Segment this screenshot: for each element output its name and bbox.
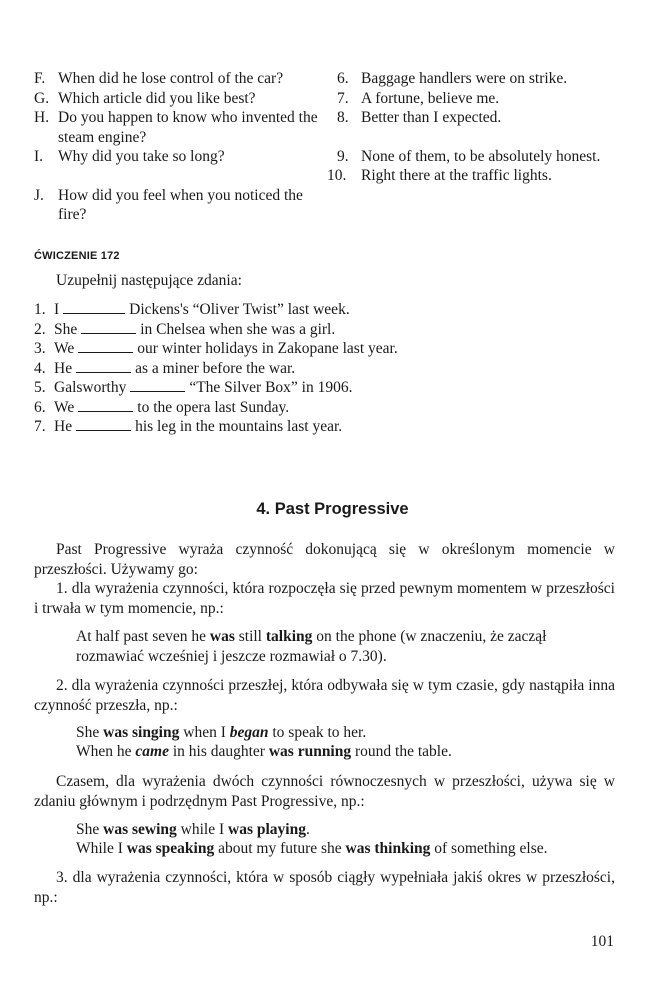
sentence-row: [34, 398, 594, 418]
example-text: When he: [76, 743, 136, 760]
example-text: She: [76, 724, 104, 741]
answer-blank[interactable]: [76, 417, 131, 431]
example-text: in his daughter: [168, 743, 269, 760]
example-text: to speak to her.: [268, 724, 367, 741]
sentence-number: 5.: [34, 379, 46, 396]
sentence-number: 1.: [34, 301, 46, 318]
item-text: Do you happen to know who invented the steam engine?: [58, 109, 318, 146]
page-number: 101: [590, 933, 614, 950]
sentence-subject: We: [54, 340, 75, 357]
list-item: [34, 89, 324, 109]
sentence-subject: He: [54, 359, 73, 377]
example-bold: was: [209, 628, 235, 645]
list-item: [34, 69, 324, 89]
sentence-rest: to the opera last Sunday.: [137, 398, 290, 416]
sentence-row: [34, 417, 594, 437]
exercise-heading: ĆWICZENIE 172: [34, 250, 120, 262]
item-text: None of them, to be absolutely honest.: [361, 147, 601, 165]
item-letter: F.: [34, 70, 46, 87]
example-text: While I: [76, 840, 127, 857]
sentence-rest: as a miner before the war.: [135, 359, 296, 377]
example-bold: was sewing: [103, 821, 177, 838]
section-title: 4. Past Progressive: [256, 500, 409, 518]
sentence-number: 2.: [34, 320, 46, 338]
point-4-paragraph: 3. dla wyrażenia czynności, która w sposób ciągły wypełniała jakiś okres w przeszłości, np.:: [34, 869, 615, 906]
sentence-number: 6.: [34, 398, 46, 416]
example-1: [76, 627, 616, 666]
sentence-rest: “The Silver Box” in 1906.: [189, 379, 353, 396]
sentence-rest: our winter holidays in Zakopane last year.: [137, 340, 398, 357]
item-number: 7.: [337, 89, 349, 107]
example-text: about my future she: [214, 840, 346, 857]
example-text: .: [305, 821, 310, 838]
example-text: of something else.: [430, 840, 548, 857]
answer-list: [327, 69, 617, 186]
item-number: 6.: [337, 70, 349, 87]
answer-blank[interactable]: [78, 339, 133, 353]
example-bold: talking: [265, 628, 313, 645]
question-list: [34, 69, 324, 225]
item-number: 10.: [327, 167, 347, 184]
sentence-row: [34, 339, 594, 359]
item-number: 9.: [337, 147, 349, 165]
sentence-subject: I: [54, 301, 60, 318]
item-text: Which article did you like best?: [58, 89, 256, 107]
example-bold: was playing: [228, 821, 306, 838]
intro-paragraph: Past Progressive wyraża czynność dokonującą się w określonym momencie w przeszłości. Używamy go:: [34, 541, 615, 578]
sentence-number: 7.: [34, 418, 46, 435]
answer-blank[interactable]: [76, 359, 131, 373]
sentence-subject: He: [54, 418, 73, 435]
sentence-subject: Galsworthy: [54, 379, 127, 396]
example-bold: was speaking: [126, 840, 215, 857]
item-number: 8.: [337, 109, 349, 126]
answer-blank[interactable]: [130, 378, 185, 392]
example-text: on the phone (w znaczeniu, że zaczął rozmawiać wcześniej i jeszcze rozmawiał o 7.30).: [76, 628, 547, 665]
example-2a: [76, 723, 616, 743]
answer-blank[interactable]: [78, 398, 133, 412]
item-text: A fortune, believe me.: [361, 89, 500, 107]
sentence-row: [34, 300, 594, 320]
list-item: [337, 89, 617, 109]
sentence-number: 4.: [34, 359, 46, 377]
list-item: [327, 166, 617, 186]
item-letter: H.: [34, 109, 50, 126]
list-item: [337, 69, 617, 89]
item-text: Right there at the traffic lights.: [361, 167, 552, 184]
example-text: still: [234, 628, 266, 645]
point-3-paragraph: Czasem, dla wyrażenia dwóch czynności równoczesnych w przeszłości, używa się w zdaniu głównym i podrzędnym Past Progressive, np.:: [34, 773, 615, 810]
example-bold-italic: came: [135, 743, 169, 760]
sentence-subject: She: [54, 320, 78, 338]
list-item: [337, 147, 617, 167]
sentence-row: [34, 320, 594, 340]
list-item: [337, 108, 617, 128]
answer-blank[interactable]: [63, 300, 125, 314]
example-bold: was running: [268, 743, 352, 760]
example-text: At half past seven he: [76, 628, 210, 645]
list-item: [34, 108, 324, 147]
example-3a: [76, 820, 616, 840]
item-letter: J.: [34, 186, 44, 204]
list-item: [34, 186, 324, 225]
item-letter: G.: [34, 89, 50, 107]
answer-blank[interactable]: [81, 320, 136, 334]
item-text: Better than I expected.: [361, 109, 502, 126]
example-text: She: [76, 821, 104, 838]
example-text: while I: [176, 821, 228, 838]
sentence-subject: We: [54, 398, 75, 416]
sentence-rest: Dickens's “Oliver Twist” last week.: [129, 301, 350, 318]
exercise-sentences: [34, 300, 594, 437]
point-1-paragraph: 1. dla wyrażenia czynności, która rozpoczęła się przed pewnym momentem w przeszłości i trwała w tym momencie, np.:: [34, 580, 615, 617]
sentence-rest: his leg in the mountains last year.: [135, 418, 343, 435]
sentence-row: [34, 359, 594, 379]
example-text: round the table.: [351, 743, 452, 760]
list-item: [34, 147, 324, 167]
sentence-rest: in Chelsea when she was a girl.: [140, 320, 336, 338]
example-2b: [76, 742, 616, 762]
item-text: When did he lose control of the car?: [58, 70, 284, 87]
item-text: How did you feel when you noticed the fire?: [58, 186, 303, 223]
example-bold: was thinking: [345, 840, 431, 857]
item-text: Why did you take so long?: [58, 148, 225, 165]
exercise-instruction: Uzupełnij następujące zdania:: [56, 272, 242, 289]
sentence-number: 3.: [34, 340, 46, 357]
example-text: when I: [179, 724, 230, 741]
sentence-row: [34, 378, 594, 398]
example-bold-italic: began: [229, 724, 269, 741]
item-letter: I.: [34, 148, 44, 165]
item-text: Baggage handlers were on strike.: [361, 70, 568, 87]
point-2-paragraph: 2. dla wyrażenia czynności przeszłej, która odbywała się w tym czasie, gdy nastąpiła inna czynność przeszła, np.:: [34, 677, 615, 714]
example-bold: was singing: [103, 724, 180, 741]
example-3b: [76, 839, 616, 859]
